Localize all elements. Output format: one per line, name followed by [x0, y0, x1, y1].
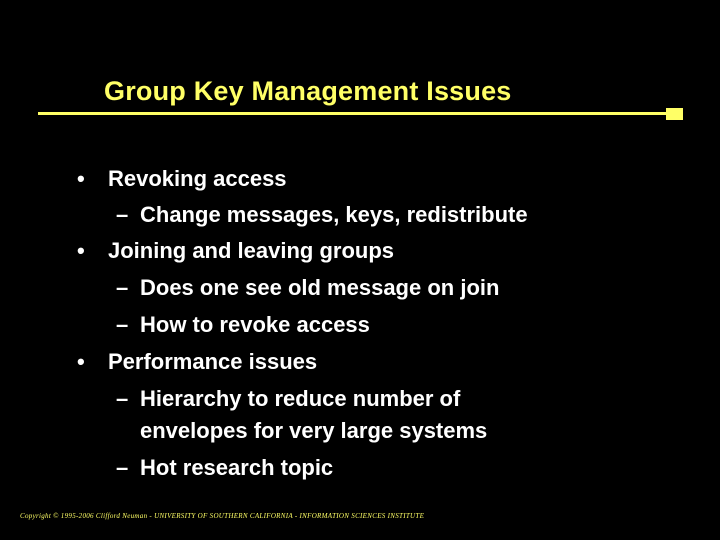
sub-bullet-marker: – — [116, 386, 129, 411]
bullet-marker: • — [77, 349, 85, 374]
sub-bullet-item-continuation: envelopes for very large systems — [140, 418, 488, 443]
sub-bullet-marker: – — [116, 202, 129, 227]
sub-bullet-item: Change messages, keys, redistribute — [140, 202, 528, 227]
copyright-footer: Copyright © 1995-2006 Clifford Neuman - UNIVERSITY OF SOUTHERN CALIFORNIA - INFORMATION SCIENCES INSTITUTE — [20, 512, 425, 520]
sub-bullet-item: How to revoke access — [140, 312, 370, 337]
bullet-item: Joining and leaving groups — [108, 238, 395, 263]
sub-bullet-marker: – — [116, 312, 129, 337]
sub-bullet-marker: – — [116, 275, 129, 300]
bullet-item: Revoking access — [108, 166, 287, 191]
sub-bullet-item: Hierarchy to reduce number of — [140, 386, 461, 411]
sub-bullet-item: Hot research topic — [140, 455, 334, 480]
bullet-marker: • — [77, 166, 85, 191]
slide-title: Group Key Management Issues — [104, 76, 512, 106]
title-underline — [38, 112, 672, 115]
bullet-item: Performance issues — [108, 349, 318, 374]
sub-bullet-marker: – — [116, 455, 129, 480]
title-underline-end-block — [666, 108, 683, 120]
sub-bullet-item: Does one see old message on join — [140, 275, 500, 300]
bullet-marker: • — [77, 238, 85, 263]
